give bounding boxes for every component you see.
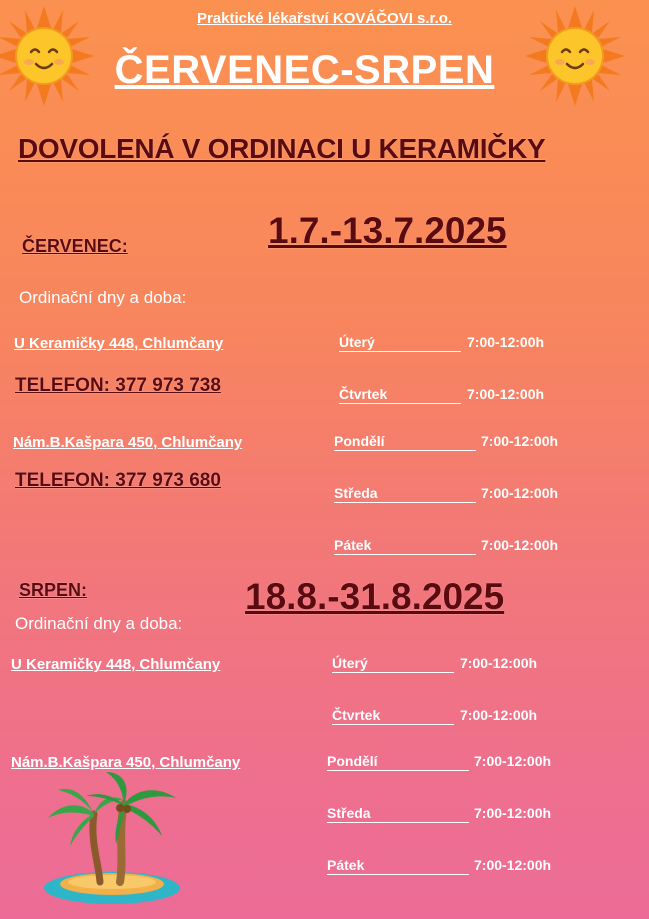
august-schedule-row bbox=[327, 753, 552, 771]
august-office1-address: U Keramičky 448, Chlumčany bbox=[11, 656, 221, 673]
august-hours-label: Ordinační dny a doba: bbox=[15, 614, 183, 633]
august-schedule-row bbox=[332, 707, 538, 725]
schedule-day: Pátek bbox=[327, 857, 469, 875]
july-schedule-row bbox=[334, 537, 559, 555]
schedule-time: 7:00-12:00h bbox=[467, 334, 545, 350]
july-office2-phone: TELEFON: 377 973 680 bbox=[15, 470, 221, 491]
july-schedule-row bbox=[339, 334, 545, 352]
august-schedule-row bbox=[327, 805, 552, 823]
schedule-time: 7:00-12:00h bbox=[460, 707, 538, 723]
july-dates: 1.7.-13.7.2025 bbox=[268, 210, 507, 251]
page-title: ČERVENEC-SRPEN bbox=[114, 48, 495, 92]
company-name: Praktické lékařství KOVÁČOVI s.r.o. bbox=[196, 10, 453, 27]
august-dates: 18.8.-31.8.2025 bbox=[245, 576, 505, 617]
schedule-time: 7:00-12:00h bbox=[481, 433, 559, 449]
august-schedule-row bbox=[327, 857, 552, 875]
july-schedule-row bbox=[339, 386, 545, 404]
july-schedule-row bbox=[334, 433, 559, 451]
schedule-day: Středa bbox=[327, 805, 469, 823]
july-office1-phone: TELEFON: 377 973 738 bbox=[15, 375, 221, 396]
july-office1-address: U Keramičky 448, Chlumčany bbox=[14, 335, 224, 352]
schedule-time: 7:00-12:00h bbox=[467, 386, 545, 402]
schedule-day: Pondělí bbox=[334, 433, 476, 451]
page-subtitle: DOVOLENÁ V ORDINACI U KERAMIČKY bbox=[18, 133, 546, 164]
schedule-time: 7:00-12:00h bbox=[481, 537, 559, 553]
schedule-day: Úterý bbox=[339, 334, 461, 352]
schedule-day: Pátek bbox=[334, 537, 476, 555]
schedule-day: Středa bbox=[334, 485, 476, 503]
schedule-time: 7:00-12:00h bbox=[460, 655, 538, 671]
palm-island-icon bbox=[40, 770, 190, 910]
august-office2-address: Nám.B.Kašpara 450, Chlumčany bbox=[11, 754, 241, 771]
july-office2-address: Nám.B.Kašpara 450, Chlumčany bbox=[13, 434, 243, 451]
schedule-day: Čtvrtek bbox=[332, 707, 454, 725]
july-hours-label: Ordinační dny a doba: bbox=[19, 288, 187, 307]
schedule-day: Čtvrtek bbox=[339, 386, 461, 404]
july-schedule-row bbox=[334, 485, 559, 503]
schedule-time: 7:00-12:00h bbox=[474, 857, 552, 873]
august-schedule-row bbox=[332, 655, 538, 673]
schedule-time: 7:00-12:00h bbox=[481, 485, 559, 501]
schedule-day: Pondělí bbox=[327, 753, 469, 771]
schedule-time: 7:00-12:00h bbox=[474, 753, 552, 769]
schedule-day: Úterý bbox=[332, 655, 454, 673]
july-label: ČERVENEC: bbox=[22, 236, 128, 256]
august-label: SRPEN: bbox=[19, 580, 88, 600]
schedule-time: 7:00-12:00h bbox=[474, 805, 552, 821]
